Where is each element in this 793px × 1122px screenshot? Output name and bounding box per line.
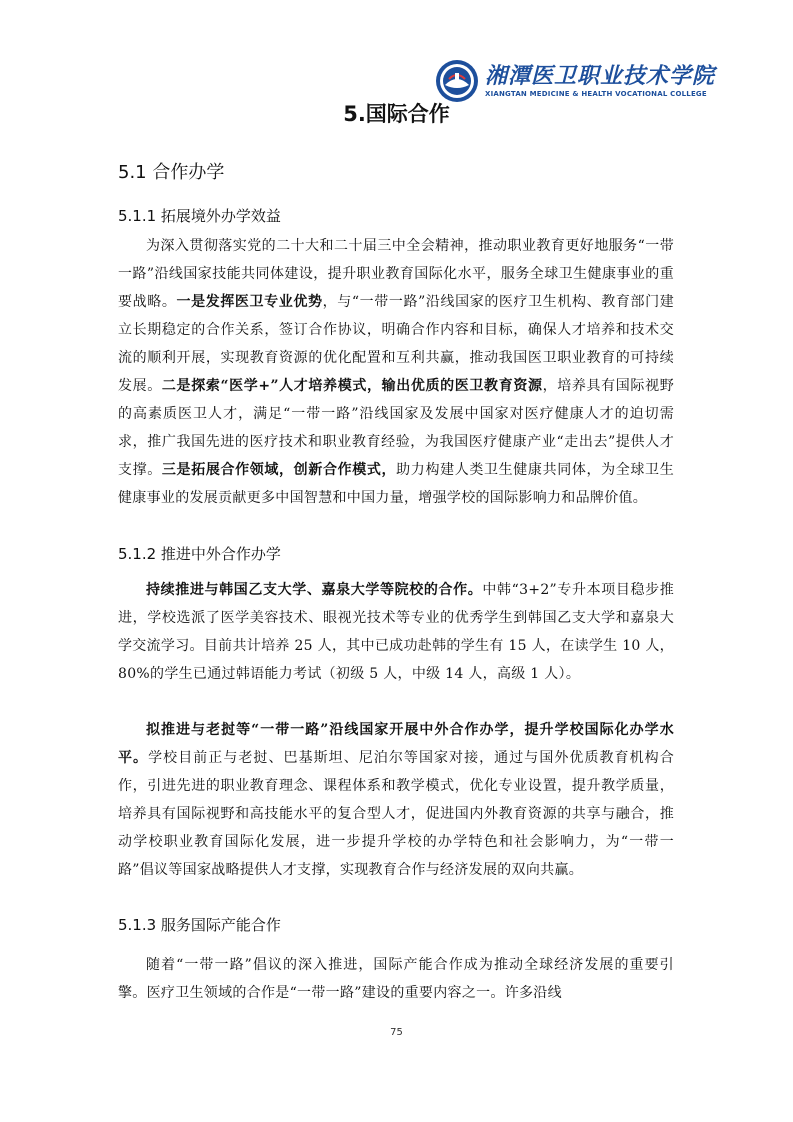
logo-chinese-name: 湘潭医卫职业技术学院 bbox=[484, 63, 715, 89]
bold-run: 拟推进与老挝等“一带一路”沿线国家开展中外合作办学，提升学校国际化办学水平。 bbox=[118, 722, 674, 766]
paragraph-513: 随着“一带一路”倡议的深入推进，国际产能合作成为推动全球经济发展的重要引擎。医疗卫生领域的合作是“一带一路”建设的重要内容之一。许多沿线 bbox=[118, 957, 674, 1001]
bold-run: 二是探索“医学+”人才培养模式，输出优质的医卫教育资源 bbox=[161, 378, 543, 394]
text-run: 学校目前正与老挝、巴基斯坦、尼泊尔等国家对接，通过与国外优质教育机构合作，引进先进的职业教育理念、课程体系和教学模式，优化专业设置，提升教学质量，培养具有国际视野和高技能水平的复合型人才，促进国内外教育资源的共享与融合，推动学校职业教育国际化发展，进一步提升学校的办学特色和社会影响力，为“一带一路”倡议等国家战略提供人才支撑，实现教育合作与经济发展的双向共赢。 bbox=[118, 750, 674, 878]
text-run: 中韩“3+2”专升本项目稳步推进，学校选派了医学美容技术、眼视光技术等专业的优秀学生到韩国乙支大学和嘉泉大学交流学习。目前共计培养 25 人，其中已成功赴韩的学生有 15 人，在读学生 10 人，80%的学生已通过韩语能力考试（初级 5 人，中级 14 人，高级 1 人）。 bbox=[118, 582, 675, 682]
text-run: 助力构建人类卫生健康共同体，为全球卫生健康事业的发展贡献更多中国智慧和中国力量，增强学校的国际影响力和品牌价值。 bbox=[118, 462, 674, 506]
text-run: ，与“一带一路”沿线国家的医疗卫生机构、教育部门建立长期稳定的合作关系，签订合作协议，明确合作内容和目标，确保人才培养和技术交流的顺利开展，实现教育资源的优化配置和互利共赢，推动我国医卫职业教育的可持续发展。 bbox=[118, 294, 674, 394]
bold-run: 三是拓展合作领域，创新合作模式， bbox=[161, 462, 397, 478]
logo-english-name: XIANGTAN MEDICINE & HEALTH VOCATIONAL COLLEGE bbox=[484, 90, 707, 98]
text-run: 为深入贯彻落实党的二十大和二十届三中全会精神，推动职业教育更好地服务“一带一路”沿线国家技能共同体建设，提升职业教育国际化水平，服务全球卫生健康事业的重要战略。 bbox=[118, 238, 674, 310]
text-run: ，培养具有国际视野的高素质医卫人才，满足“一带一路”沿线国家及发展中国家对医疗健康人才的迫切需求，推广我国先进的医疗技术和职业教育经验，为我国医疗健康产业“走出去”提供人才支撑。 bbox=[118, 378, 675, 478]
paragraph-511 bbox=[118, 232, 674, 512]
subsection-heading-513: 5.1.3 服务国际产能合作 bbox=[118, 916, 281, 934]
chapter-title: 5.国际合作 bbox=[343, 102, 450, 126]
subsection-heading-512: 5.1.2 推进中外合作办学 bbox=[118, 545, 281, 563]
bold-run: 持续推进与韩国乙支大学、嘉泉大学等院校的合作。 bbox=[146, 582, 483, 598]
subsection-heading-511: 5.1.1 拓展境外办学效益 bbox=[118, 207, 281, 225]
paragraph-512-1 bbox=[118, 576, 674, 688]
paragraph-512-2 bbox=[118, 716, 674, 884]
bold-run: 一是发挥医卫专业优势 bbox=[176, 294, 323, 310]
section-heading: 5.1 合作办学 bbox=[118, 162, 225, 183]
page-number: 75 bbox=[390, 1027, 403, 1038]
